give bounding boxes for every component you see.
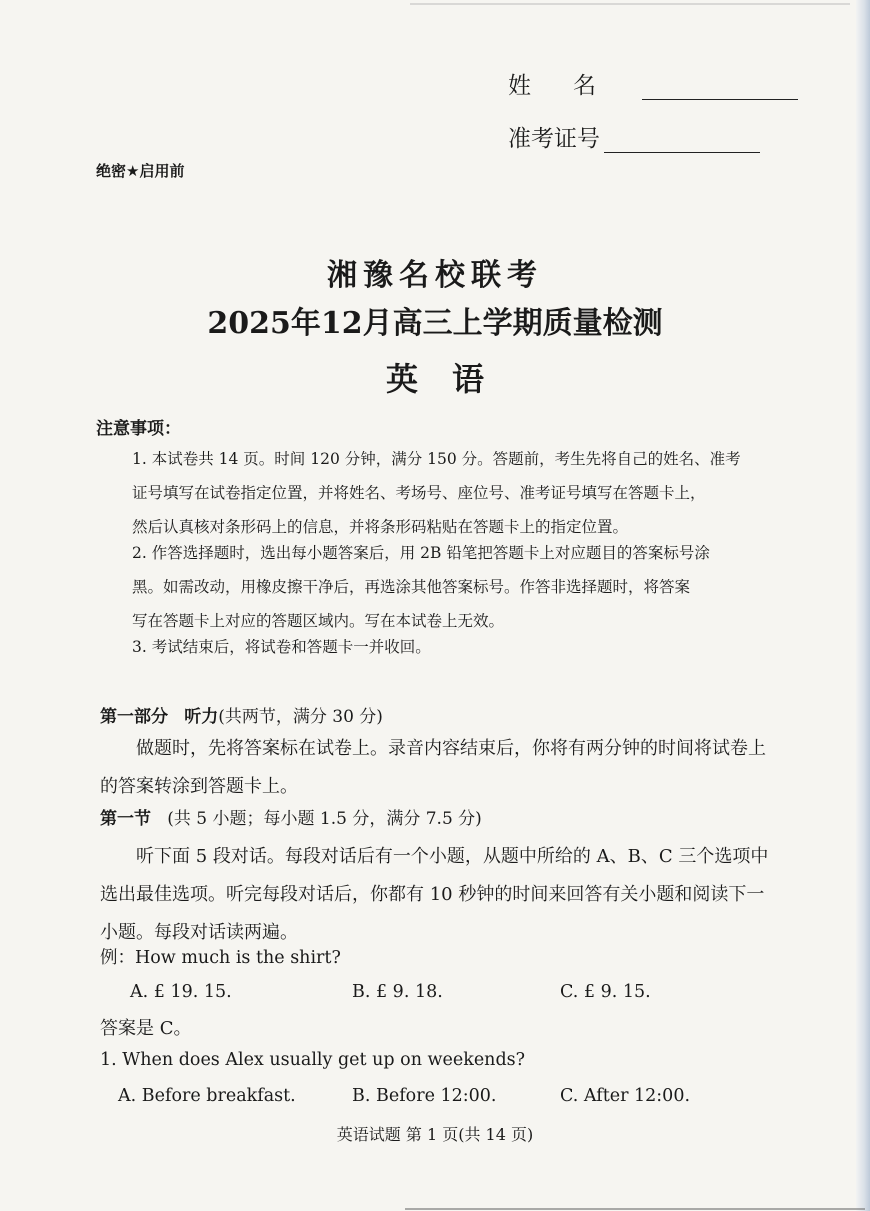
- name-blank-line[interactable]: [642, 77, 798, 100]
- exam-title-line1: 湘豫名校联考: [327, 258, 543, 293]
- name-label: 姓名: [508, 73, 638, 99]
- part1-detail: (共两节，满分 30 分): [218, 707, 383, 727]
- notice-item-2: [132, 536, 772, 638]
- scan-bottom-line: [405, 1208, 865, 1210]
- notice-item-1: [132, 442, 772, 544]
- part1-heading: [100, 702, 383, 727]
- subject-title: 英语: [385, 360, 518, 398]
- name-field: [508, 67, 798, 100]
- question-1: 1. When does Alex usually get up on weekends?: [100, 1050, 526, 1070]
- notice-line: 写在答题卡上对应的答题区域内。写在本试卷上无效。: [132, 612, 505, 630]
- part1-instructions: 做题时，先将答案标在试卷上。录音内容结束后，你将有两分钟的时间将试卷上的答案转涂到答题卡上。: [100, 738, 766, 797]
- example-option-a: A. £ 19. 15.: [130, 982, 232, 1002]
- notice-line: 然后认真核对条形码上的信息，并将条形码粘贴在答题卡上的指定位置。: [132, 518, 629, 536]
- example-question: 例：How much is the shirt?: [100, 948, 341, 968]
- notice-item-3: [132, 630, 772, 664]
- notice-line: 证号填写在试卷指定位置，并将姓名、考场号、座位号、准考证号填写在答题卡上，: [132, 484, 706, 502]
- section1-detail: (共 5 小题；每小题 1.5 分，满分 7.5 分): [167, 809, 482, 829]
- exam-id-blank-line[interactable]: [604, 130, 760, 153]
- part1-name: 听力: [184, 707, 219, 727]
- confidential-mark: 绝密★启用前: [96, 162, 185, 180]
- page-footer: 英语试题 第 1 页(共 14 页): [336, 1125, 534, 1144]
- example-option-c: C. £ 9. 15.: [560, 982, 651, 1002]
- section1-heading: [100, 804, 482, 829]
- scan-edge: [856, 0, 870, 1211]
- notice-line: 1. 本试卷共 14 页。时间 120 分钟，满分 150 分。答题前，考生先将自己的姓名、准考: [132, 450, 741, 468]
- notice-line: 2. 作答选择题时，选出每小题答案后，用 2B 铅笔把答题卡上对应题目的答案标号涂: [132, 544, 710, 562]
- section1-instructions: 听下面 5 段对话。每段对话后有一个小题，从题中所给的 A、B、C 三个选项中选出最佳选项。听完每段对话后，你都有 10 秒钟的时间来回答有关小题和阅读下一小题。每段对话读两遍。: [100, 846, 769, 943]
- section1-title: 第一节: [100, 809, 151, 829]
- exam-id-field: [508, 120, 760, 153]
- example-option-b: B. £ 9. 18.: [352, 982, 443, 1002]
- notice-line: 黑。如需改动，用橡皮擦干净后，再选涂其他答案标号。作答非选择题时，将答案: [132, 578, 691, 596]
- exam-id-label: 准考证号: [508, 126, 600, 152]
- part1-title: 第一部分: [100, 707, 168, 727]
- q1-option-a: A. Before breakfast.: [118, 1086, 296, 1106]
- q1-option-b: B. Before 12:00.: [352, 1086, 497, 1106]
- scan-top-line: [410, 3, 850, 5]
- example-answer: 答案是 C。: [100, 1018, 192, 1039]
- q1-option-c: C. After 12:00.: [560, 1086, 691, 1106]
- notice-line: 3. 考试结束后，将试卷和答题卡一并收回。: [132, 638, 431, 656]
- exam-title-line2: 2025年12月高三上学期质量检测: [207, 306, 663, 341]
- notice-heading: 注意事项：: [96, 419, 181, 439]
